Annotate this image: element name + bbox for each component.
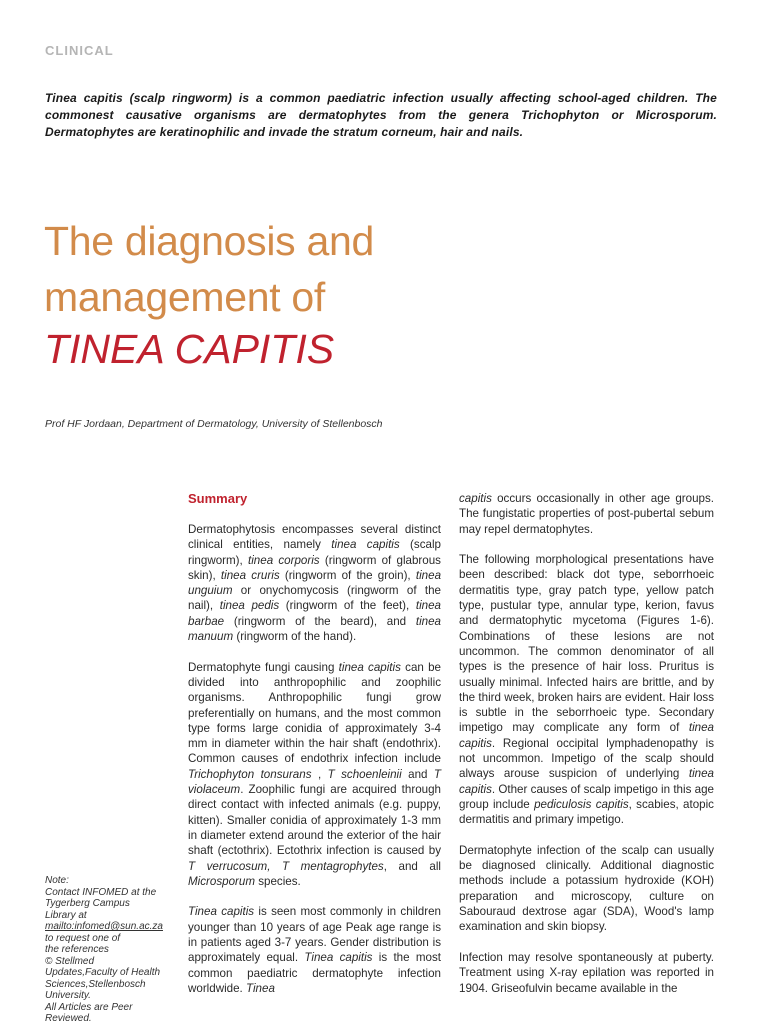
- note-line: Updates,Faculty of Health: [45, 967, 161, 978]
- section-tag: CLINICAL: [45, 43, 114, 58]
- paragraph-dermatophytosis: Dermatophytosis encompasses several distinct clinical entities, namely tinea capitis (scalp ringworm), tinea corporis (ringworm of glabrous skin), tinea cruris (ringworm of the groin), tinea unguium or onychomycosis (ringworm of the nail), tinea pedis (ringworm of the feet), tinea barbae (ringworm of the beard), and tinea manuum (ringworm of the hand).: [188, 523, 442, 644]
- article-abstract: Tinea capitis (scalp ringworm) is a common paediatric infection usually affecting school-aged children. The commonest causative organisms are dermatophytes from the genera Trichophyton or Microsporum. Dermatophytes are keratinophilic and invade the stratum corneum, hair and nails.: [45, 91, 717, 139]
- infomed-email-link[interactable]: mailto:infomed@sun.ac.za: [45, 921, 163, 932]
- paragraph-age-groups: capitis occurs occasionally in other age groups. The fungistatic properties of post-pubertal sebum may repel dermatophytes.: [459, 492, 714, 536]
- paragraph-treatment: Infection may resolve spontaneously at puberty. Treatment using X-ray epilation was reported in 1904. Griseofulvin became available in the: [459, 950, 714, 995]
- article-title-line-2: management of: [44, 274, 325, 320]
- article-title-line-1: The diagnosis and: [44, 218, 374, 264]
- note-line: All Articles are Peer: [45, 1001, 133, 1013]
- summary-heading: Summary: [188, 491, 248, 506]
- note-line: University.: [45, 990, 91, 1001]
- note-line: Reviewed.: [45, 1013, 92, 1024]
- note-line: © Stellmed: [45, 955, 95, 967]
- note-line: to request one of: [45, 932, 121, 944]
- body-column-1: [188, 522, 441, 1012]
- note-line: the references: [45, 944, 109, 955]
- author-byline: Prof HF Jordaan, Department of Dermatology, University of Stellenbosch: [45, 418, 383, 430]
- body-column-2: [459, 491, 714, 1011]
- paragraph-diagnosis: Dermatophyte infection of the scalp can usually be diagnosed clinically. Additional diagnostic methods include a potassium hydroxide (KOH) preparation and microscopy, culture on Sabouraud dextrose agar (SDA), Wood's lamp examination and skin biopsy.: [459, 843, 714, 934]
- paragraph-dermatophyte-fungi: Dermatophyte fungi causing tinea capitis can be divided into anthropophilic and zoophilic organisms. Anthropophilic fungi grow preferentially on humans, and the most common type forms large conidia of approximately 3-4 mm in diameter within the hair shaft (endothrix). Common causes of endothrix infection include Trichophyton tonsurans , T schoenleinii and T violaceum. Zoophilic fungi are acquired through direct contact with infected animals (e.g. puppy, kitten). Smaller conidia of approximately 1-3 mm in diameter extend around the exterior of the hair shaft (ectothrix). Ectothrix infection is caused by T verrucosum, T mentagrophytes, and all Microsporum species.: [188, 660, 442, 888]
- note-line: Tygerberg Campus: [45, 898, 130, 909]
- article-title-accent: TINEA CAPITIS: [44, 326, 335, 372]
- paragraph-epidemiology: Tinea capitis is seen most commonly in children younger than 10 years of age Peak age range is in patients aged 3-7 years. Gender distribution is approximately equal. Tinea capitis is the most common paediatric dermatophyte infection worldwide. Tinea: [188, 905, 442, 995]
- paragraph-morphological-presentations: The following morphological presentations have been described: black dot type, seborrhoeic dermatitis type, gray patch type, yellow patch type, pustular type, annular type, kerion, favus and dermatophytic mycetoma (Figures 1-6). Combinations of these lesions are not uncommon. The common denominator of all types is the presence of hair loss. Pruritus is usually minimal. Infected hairs are brittle, and by the third week, broken hairs are evident. Hair loss is subtle in the seborrhoeic type. Secondary impetigo may complicate any form of tinea capitis. Regional occipital lymphadenopathy is not uncommon. Impetigo of the scalp should always arouse suspicion of underlying tinea capitis. Other causes of scalp impetigo in this age group include pediculosis capitis, scabies, atopic dermatitis and primary impetigo.: [459, 553, 714, 827]
- note-line: Note:: [45, 875, 69, 886]
- note-line: Sciences,Stellenbosch: [45, 978, 146, 990]
- note-line: Contact INFOMED at the: [45, 886, 157, 898]
- sidebar-note: [45, 875, 180, 1025]
- note-line: Library at: [45, 909, 87, 921]
